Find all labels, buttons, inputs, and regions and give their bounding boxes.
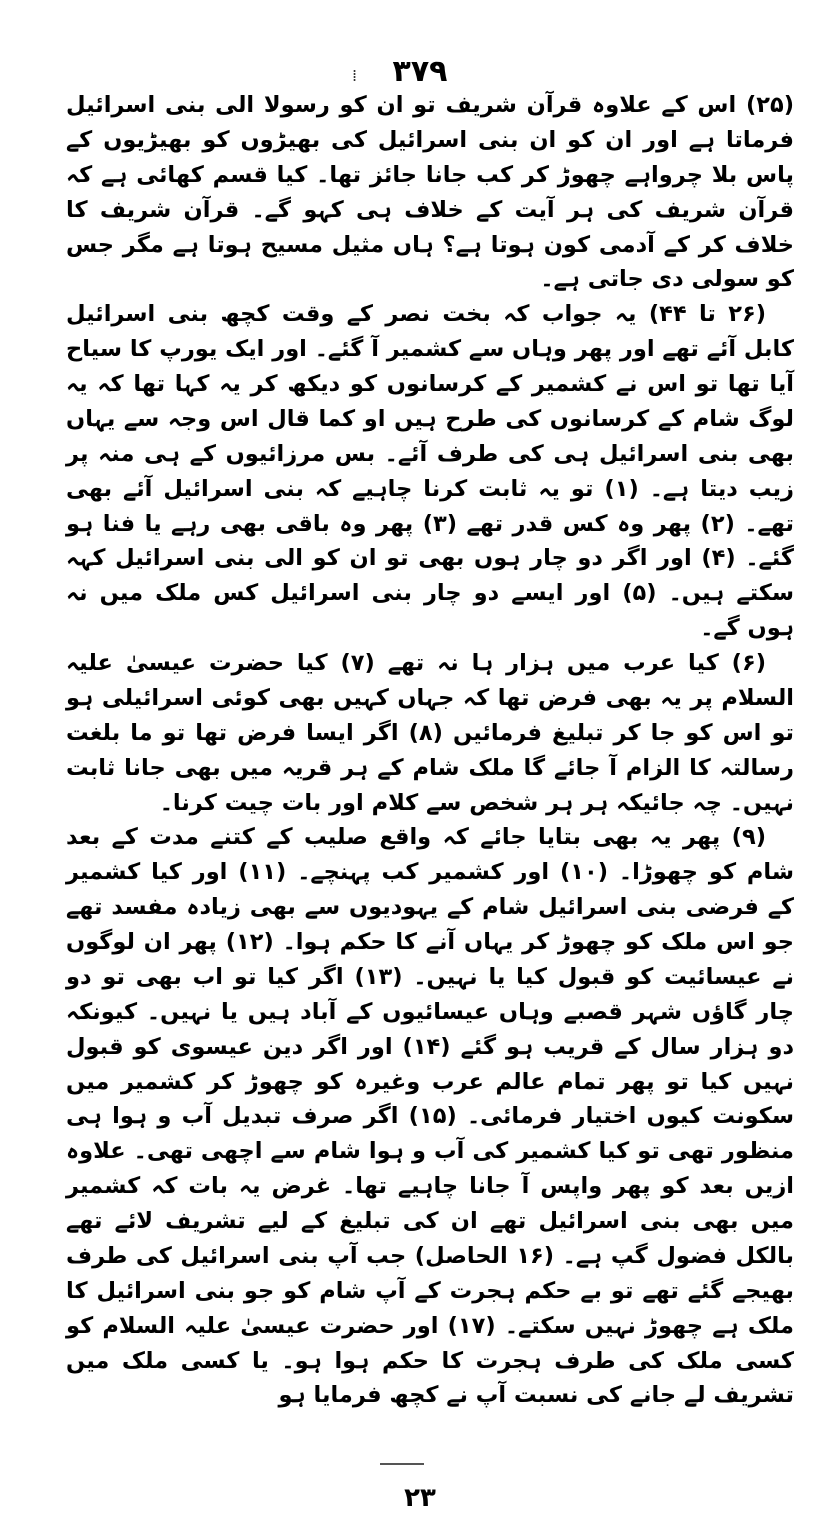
paragraph-6-8: (۶) کیا عرب میں ہزار ہا نہ تھے (۷) کیا حضرت عیسیٰ علیہ السلام پر یہ بھی فرض تھا کہ جہاں کہیں بھی کوئی اسرائیلی ہو تو اس کو جا کر تبلیغ فرمائیں (۸) اگر ایسا فرض تھا تو ما بلغت رسالتہ کا الزام آ جائے گا ملک شام کے ہر قریہ میں بھی جانا ثابت نہیں۔ چہ جائیکہ ہر ہر شخص سے کلام اور بات چیت کرنا۔ bbox=[66, 650, 794, 816]
body-text bbox=[66, 88, 794, 1413]
paragraph-26-44: (۲۶ تا ۴۴) یہ جواب کہ بخت نصر کے وقت کچھ بنی اسرائیل کابل آئے تھے اور پھر وہاں سے کشمیر آ گئے۔ اور ایک یورپ کا سیاح آیا تھا تو اس نے کشمیر کے کرسانوں کو دیکھ کر یہ کہا تھا کہ یہ لوگ شام کے کرسانوں کی طرح ہیں او کما قال اس وجہ سے یہاں بھی بنی اسرائیل ہی کی طرف آئے۔ بس مرزائیوں کے ہی منہ پر زیب دیتا ہے۔ (۱) تو یہ ثابت کرنا چاہیے کہ بنی اسرائیل آئے بھی تھے۔ (۲) پھر وہ کس قدر تھے (۳) پھر وہ باقی بھی رہے یا فنا ہو گئے۔ (۴) اور اگر دو چار ہوں بھی تو ان کو الی بنی اسرائیل کہہ سکتے ہیں۔ (۵) اور ایسے دو چار بنی اسرائیل کس ملک میں نہ ہوں گے۔ bbox=[66, 301, 795, 642]
footer-rule bbox=[380, 1463, 424, 1465]
running-page-number: ۳۷۹ bbox=[392, 54, 448, 89]
paragraph-9-17: (۹) پھر یہ بھی بتایا جائے کہ واقع صلیب کے کتنے مدت کے بعد شام کو چھوڑا۔ (۱۰) اور کشمیر کب پہنچے۔ (۱۱) اور کیا کشمیر کے فرضی بنی اسرائیل شام کے یہودیوں سے بھی زیادہ مفسد تھے جو اس ملک کو چھوڑ کر یہاں آنے کا حکم ہوا۔ (۱۲) پھر ان لوگوں نے عیسائیت کو قبول کیا یا نہیں۔ (۱۳) اگر کیا تو اب بھی تو دو چار گاؤں شہر قصبے وہاں عیسائیوں کے آباد ہیں یا نہیں۔ کیونکہ دو ہزار سال کے قریب ہو گئے (۱۴) اور اگر دین عیسوی کو قبول نہیں کیا تو پھر تمام عالم عرب وغیرہ کو چھوڑ کر کشمیر میں سکونت کیوں اختیار فرمائی۔ (۱۵) اگر صرف تبدیل آب و ہوا ہی منظور تھی تو کیا کشمیر کی آب و ہوا شام سے اچھی تھی۔ علاوہ ازیں بعد کو پھر واپس آ جانا چاہیے تھا۔ غرض یہ بات کہ کشمیر میں بھی بنی اسرائیل تھے ان کی تبلیغ کے لیے تشریف لائے تھے بالکل فضول گپ ہے۔ (۱۶ الحاصل) جب آپ بنی اسرائیل کی طرف بھیجے گئے تھے تو بے حکم ہجرت کے آپ شام کو جو بنی اسرائیل کا ملک ہے چھوڑ نہیں سکتے۔ (۱۷) اور حضرت عیسیٰ علیہ السلام کو کسی ملک کی طرف ہجرت کا حکم ہوا ہو۔ یا کسی ملک میں تشریف لے جانے کی نسبت آپ نے کچھ فرمایا ہو bbox=[66, 824, 794, 1409]
page-number: ۲۳ bbox=[404, 1483, 436, 1513]
margin-mark: ⁞ bbox=[352, 66, 358, 85]
paragraph-25: (۲۵) اس کے علاوہ قرآن شریف تو ان کو رسولا الی بنی اسرائیل فرماتا ہے اور ان کو ان بنی اسرائیل کی بھیڑوں کو بھیڑیوں کے پاس بلا چرواہے چھوڑ کر کب جانا جائز تھا۔ کیا قسم کھائی ہے کہ قرآن شریف کی ہر آیت کے خلاف ہی کہو گے۔ قرآن شریف کا خلاف کر کے آدمی کون ہوتا ہے؟ ہاں مثیل مسیح ہوتا ہے مگر جس کو سولی دی جاتی ہے۔ bbox=[66, 92, 794, 293]
